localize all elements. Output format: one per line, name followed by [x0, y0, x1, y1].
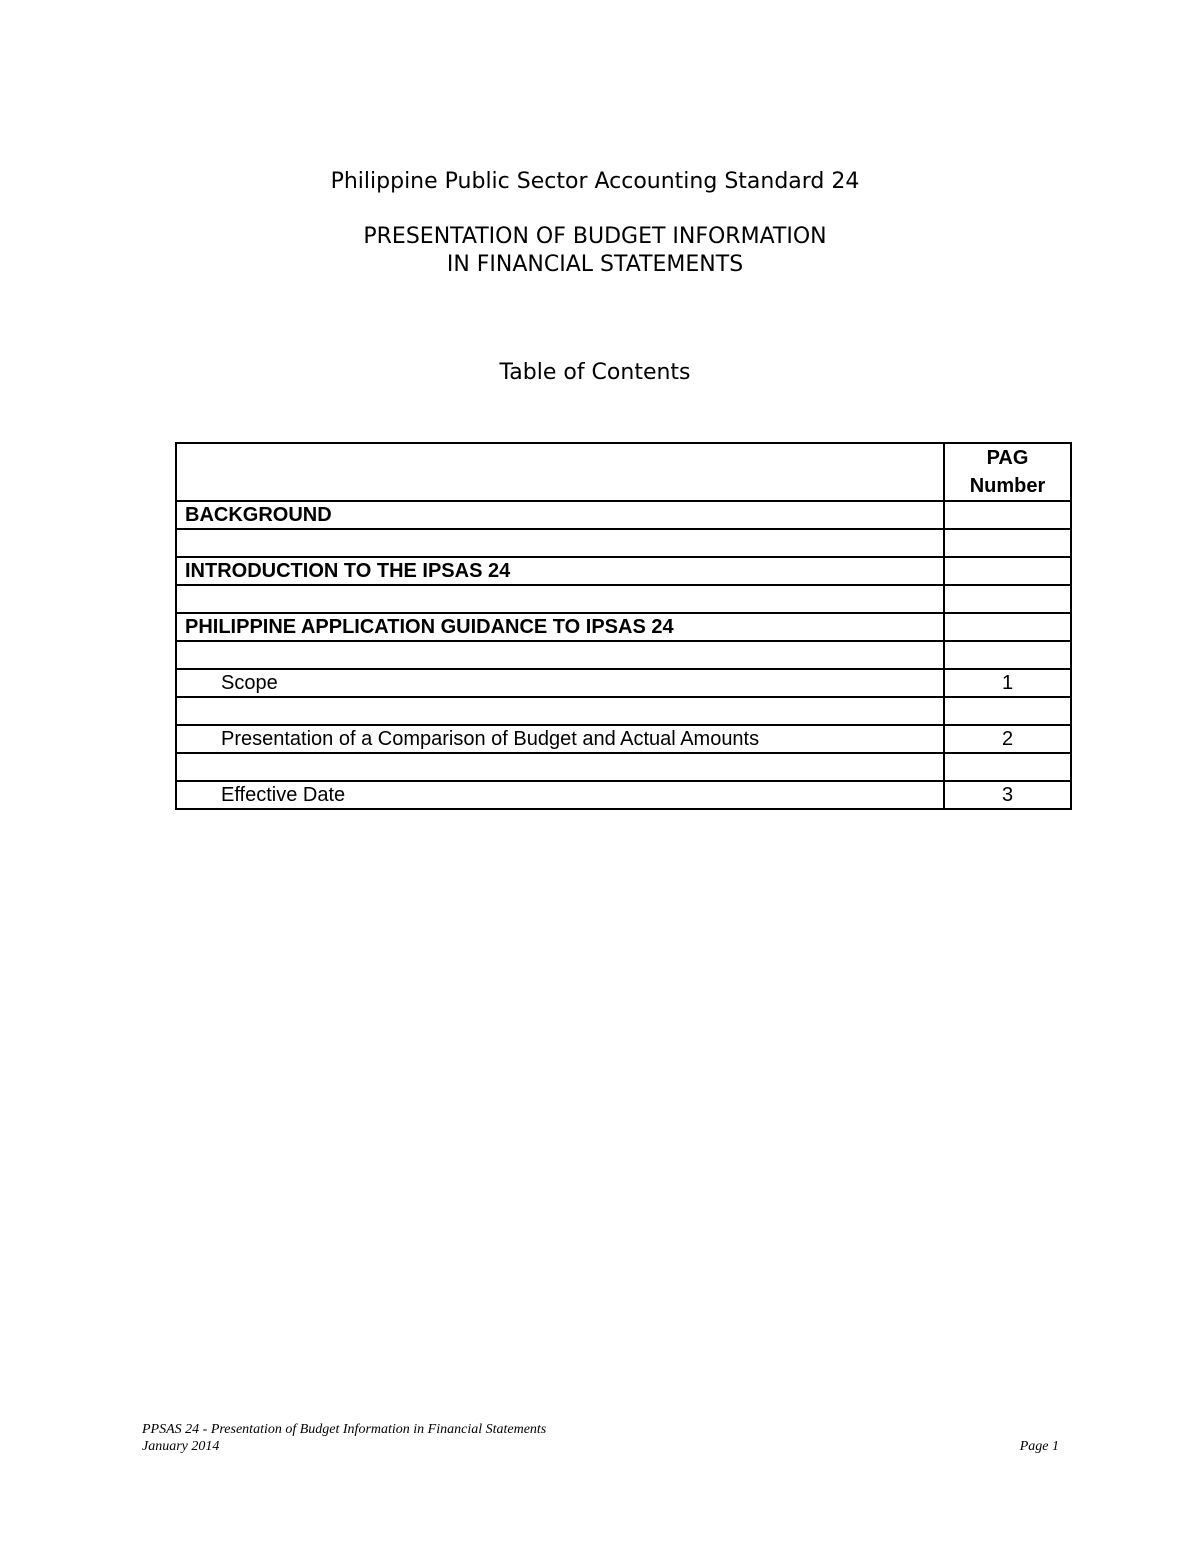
toc-row-page — [944, 613, 1071, 641]
toc-row-label: BACKGROUND — [176, 501, 944, 529]
toc-row-page — [944, 753, 1071, 781]
toc-row-label: Scope — [176, 669, 944, 697]
footer-date: January 2014 — [142, 1439, 220, 1454]
toc-row-label — [176, 697, 944, 725]
toc-row — [176, 557, 1071, 585]
toc-header-page-cell — [944, 443, 1071, 501]
toc-row-label — [176, 585, 944, 613]
toc-header-row — [176, 443, 1071, 501]
toc-row-page — [944, 585, 1071, 613]
toc-row-page: 3 — [944, 781, 1071, 809]
toc-row — [176, 613, 1071, 641]
toc-row-page — [944, 529, 1071, 557]
toc-row-page: 1 — [944, 669, 1071, 697]
toc-row-label — [176, 753, 944, 781]
toc-row-label: PHILIPPINE APPLICATION GUIDANCE TO IPSAS 24 — [176, 613, 944, 641]
standard-title: Philippine Public Sector Accounting Standard 24 — [330, 169, 860, 194]
subject-title-line-2: IN FINANCIAL STATEMENTS — [446, 252, 744, 277]
toc-row-page — [944, 697, 1071, 725]
toc-header-number: Number — [969, 475, 1046, 497]
toc-row — [176, 725, 1071, 753]
toc-row — [176, 753, 1071, 781]
toc-row — [176, 501, 1071, 529]
toc-row — [176, 529, 1071, 557]
toc-row — [176, 585, 1071, 613]
toc-row-label: Effective Date — [176, 781, 944, 809]
toc-row-label: INTRODUCTION TO THE IPSAS 24 — [176, 557, 944, 585]
toc-row-label: Presentation of a Comparison of Budget and Actual Amounts — [176, 725, 944, 753]
toc-heading: Table of Contents — [499, 360, 691, 385]
toc-row-page — [944, 557, 1071, 585]
toc-row — [176, 781, 1071, 809]
footer-page-number: Page 1 — [1019, 1439, 1059, 1454]
subject-title-line-1: PRESENTATION OF BUDGET INFORMATION — [363, 224, 827, 249]
toc-row — [176, 641, 1071, 669]
toc-table — [175, 442, 1072, 810]
toc-row-page: 2 — [944, 725, 1071, 753]
toc-row-page — [944, 641, 1071, 669]
toc-header-pag: PAG — [986, 447, 1029, 469]
toc-row-label — [176, 641, 944, 669]
toc-row-page — [944, 501, 1071, 529]
toc-header-label-cell — [176, 443, 944, 501]
toc-row — [176, 669, 1071, 697]
toc-row — [176, 697, 1071, 725]
footer-document-title: PPSAS 24 - Presentation of Budget Information in Financial Statements — [142, 1422, 547, 1437]
toc-row-label — [176, 529, 944, 557]
